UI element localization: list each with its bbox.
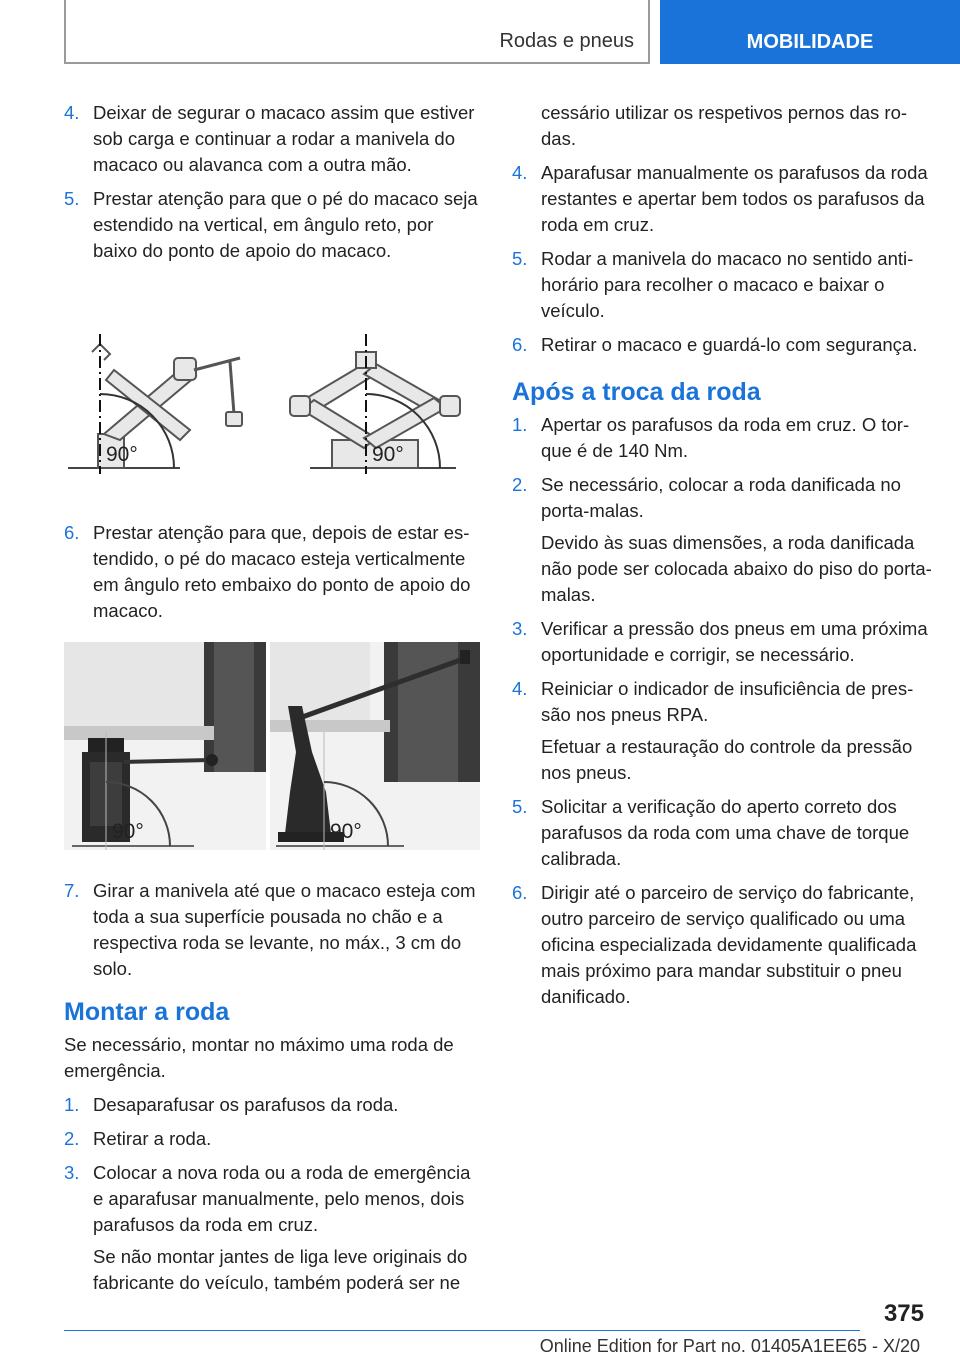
jack-drawing-illustration [64,334,480,484]
step-number: 5. [512,796,528,817]
list-item [64,186,480,264]
list-item [512,880,932,1010]
list-item [512,160,932,238]
angle-label: 90° [330,820,362,843]
step-number: 2. [512,474,528,495]
list-item [512,794,932,872]
list-item [512,332,932,358]
step-note: Efetuar a restauração do controle da pressão nos pneus. [541,736,913,783]
step-text: Se necessário, colocar a roda danificada no porta-malas. [541,474,901,521]
list-item [512,246,932,324]
list-item [512,412,932,464]
step-number: 4. [512,678,528,699]
step-number: 1. [64,1094,80,1115]
footer-divider [64,1330,860,1331]
step-text: Retirar o macaco e guardá-lo com segurança. [541,334,918,355]
angle-label: 90° [112,820,144,843]
step-number: 3. [512,618,528,639]
list-item [64,1160,480,1296]
step-text: Reiniciar o indicador de insuficiência de pressão nos pneus RPA. [541,678,914,725]
step-number: 1. [512,414,528,435]
jack-photo-figure [64,642,480,850]
step-text: Rodar a manivela do macaco no sentido anti-horário para recolher o macaco e baixar o veículo. [541,248,914,321]
section-title: Rodas e pneus [499,30,634,52]
angle-label: 90° [106,443,138,466]
step-note: Devido às suas dimensões, a roda danificada não pode ser colocada abaixo do piso do porta-malas. [541,532,932,605]
step-text: Girar a manivela até que o macaco esteja com toda a sua superfície pousada no chão e a respectiva roda se levante, no máx., 3 cm do solo. [93,880,476,979]
step-text: Dirigir até o parceiro de serviço do fabricante, outro parceiro de serviço qualificado ou uma oficina especializada devidamente qualificada mais próximo para mandar substituir o pneu danificado. [541,882,917,1007]
left-column [64,100,480,1304]
list-item [64,100,480,178]
step-number: 2. [64,1128,80,1149]
angle-label: 90° [372,443,404,466]
step-number: 4. [512,162,528,183]
step-number: 6. [512,882,528,903]
right-column [512,100,932,1018]
step-text: Verificar a pressão dos pneus em uma próxima oportunidade e corrigir, se necessário. [541,618,928,665]
chapter-tab[interactable]: MOBILIDADE [660,0,960,64]
step-text: Apertar os parafusos da roda em cruz. O torque é de 140 Nm. [541,414,910,461]
step-number: 5. [64,188,80,209]
list-item [512,616,932,668]
step-text: Prestar atenção para que o pé do macaco seja estendido na vertical, em ângulo reto, por baixo do ponto de apoio do macaco. [93,188,478,261]
section-heading: Após a troca da roda [512,378,761,406]
step-text: Colocar a nova roda ou a roda de emergência e aparafusar manualmente, pelo menos, dois parafusos da roda em cruz. [93,1162,471,1235]
step-text: Aparafusar manualmente os parafusos da roda restantes e apertar bem todos os parafusos da roda em cruz. [541,162,928,235]
step-text: Solicitar a verificação do aperto correto dos parafusos da roda com uma chave de torque calibrada. [541,796,910,869]
list-item [64,1126,480,1152]
list-item [512,676,932,786]
step-text: Desaparafusar os parafusos da roda. [93,1094,399,1115]
step-number: 3. [64,1162,80,1183]
step-number: 6. [512,334,528,355]
page-number: 375 [883,1300,924,1327]
step-text: cessário utilizar os respetivos pernos das rodas. [541,102,908,149]
jack-photo-illustration [64,642,480,850]
step-number: 7. [64,880,80,901]
step-number: 4. [64,102,80,123]
jack-alignment-figure [64,334,480,484]
step-text: Deixar de segurar o macaco assim que estiver sob carga e continuar a rodar a manivela do macaco ou alavanca com a outra mão. [93,102,475,175]
step-number: 5. [512,248,528,269]
edition-footer: Online Edition for Part no. 01405A1EE65 - X/20 [539,1336,920,1356]
step-text: Prestar atenção para que, depois de estar estendido, o pé do macaco esteja verticalmente em ângulo reto embaixo do ponto de apoio do macaco. [93,522,471,621]
list-item [64,878,480,982]
step-note: Se não montar jantes de liga leve originais do fabricante do veículo, também poderá ser ne [93,1246,468,1293]
intro-text: Se necessário, montar no máximo uma roda de emergência. [64,1034,454,1081]
step-number: 6. [64,522,80,543]
list-item [64,1092,480,1118]
list-item [512,472,932,608]
list-item [64,520,480,624]
list-item-continued [512,100,932,152]
step-text: Retirar a roda. [93,1128,212,1149]
section-heading: Montar a roda [64,998,230,1026]
